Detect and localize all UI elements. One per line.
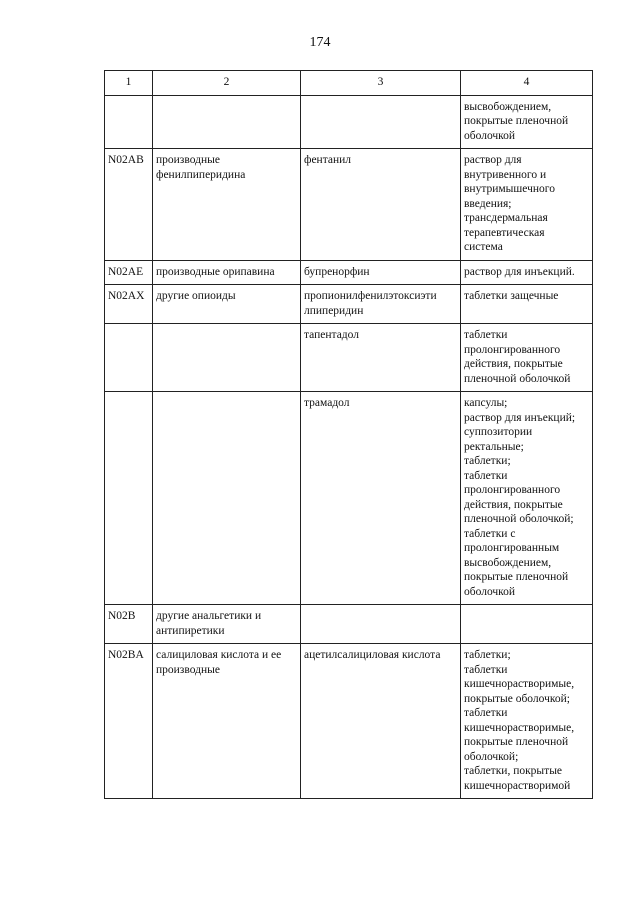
group-name-cell-text: производные орипавина (156, 265, 275, 278)
substance-cell-text: бупренорфин (304, 265, 370, 278)
substance-cell (301, 285, 461, 324)
table-header-row (105, 71, 593, 96)
substance-cell (301, 644, 461, 799)
dosage-forms-cell (461, 644, 593, 799)
group-name-cell-text: другие анальгетики и антипиретики (156, 610, 262, 637)
substance-cell (301, 605, 461, 644)
dosage-forms-cell-text: раствор для инъекций. (464, 265, 575, 278)
group-name-cell-text: производные фенилпиперидина (156, 154, 246, 181)
dosage-forms-cell-text: раствор для внутривенного и внутримышечного введения; трансдермальная терапевтическая система (464, 154, 555, 253)
table-row (105, 644, 593, 799)
atc-code-cell-text: N02BA (108, 649, 144, 661)
substance-cell-text: трамадол (304, 397, 350, 409)
atc-code-cell (105, 149, 153, 261)
atc-code-cell (105, 392, 153, 605)
table-row (105, 285, 593, 324)
dosage-forms-cell (461, 95, 593, 149)
atc-code-cell-text: N02AE (108, 265, 144, 278)
substance-cell-text: фентанил (304, 154, 352, 166)
table-row (105, 605, 593, 644)
substance-cell-text: ацетилсалициловая кислота (304, 649, 441, 661)
dosage-forms-cell (461, 392, 593, 605)
dosage-forms-cell (461, 605, 593, 644)
header-col-4: 4 (461, 71, 593, 96)
table-row (105, 392, 593, 605)
dosage-forms-cell-text: таблетки защечные (464, 290, 559, 302)
substance-cell-text: тапентадол (304, 329, 359, 341)
table-row (105, 324, 593, 392)
atc-code-cell (105, 95, 153, 149)
page-number: 174 (309, 35, 331, 50)
atc-code-cell (105, 644, 153, 799)
drug-classification-table (104, 70, 593, 799)
substance-cell (301, 95, 461, 149)
substance-cell (301, 260, 461, 285)
atc-code-cell-text: N02AB (108, 154, 144, 166)
dosage-forms-cell (461, 285, 593, 324)
header-col-2: 2 (153, 71, 301, 96)
atc-code-cell-text: N02AX (108, 290, 145, 302)
group-name-cell (153, 260, 301, 285)
dosage-forms-cell (461, 324, 593, 392)
header-col-1: 1 (105, 71, 153, 96)
atc-code-cell (105, 285, 153, 324)
dosage-forms-cell (461, 260, 593, 285)
atc-code-cell (105, 324, 153, 392)
dosage-forms-cell-text: таблетки; таблетки кишечнорастворимые, покрытые оболочкой; таблетки кишечнорастворимые, покрытые пленочной оболочкой; таблетки, покрытые кишечнорастворимой (464, 649, 575, 792)
atc-code-cell (105, 605, 153, 644)
substance-cell (301, 392, 461, 605)
group-name-cell (153, 392, 301, 605)
table-row (105, 149, 593, 261)
dosage-forms-cell-text: капсулы; раствор для инъекций; суппозитории ректальные; таблетки; таблетки пролонгированного действия, покрытые пленочной оболочкой; таблетки с пролонгированным высвобождением, покрытые пленочной оболочкой (464, 397, 576, 598)
header-col-3: 3 (301, 71, 461, 96)
dosage-forms-cell-text: таблетки пролонгированного действия, покрытые пленочной оболочкой (464, 329, 571, 385)
substance-cell (301, 149, 461, 261)
group-name-cell (153, 95, 301, 149)
substance-cell-text: пропионилфенилэтоксиэти лпиперидин (304, 290, 437, 317)
table-row (105, 260, 593, 285)
group-name-cell-text: другие опиоиды (156, 290, 236, 302)
group-name-cell (153, 644, 301, 799)
group-name-cell (153, 285, 301, 324)
group-name-cell (153, 324, 301, 392)
dosage-forms-cell-text: высвобождением, покрытые пленочной оболочкой (464, 100, 569, 142)
substance-cell (301, 324, 461, 392)
atc-code-cell (105, 260, 153, 285)
group-name-cell (153, 149, 301, 261)
group-name-cell-text: салициловая кислота и ее производные (156, 649, 282, 676)
group-name-cell (153, 605, 301, 644)
dosage-forms-cell (461, 149, 593, 261)
atc-code-cell-text: N02B (108, 610, 136, 622)
table-row (105, 95, 593, 149)
